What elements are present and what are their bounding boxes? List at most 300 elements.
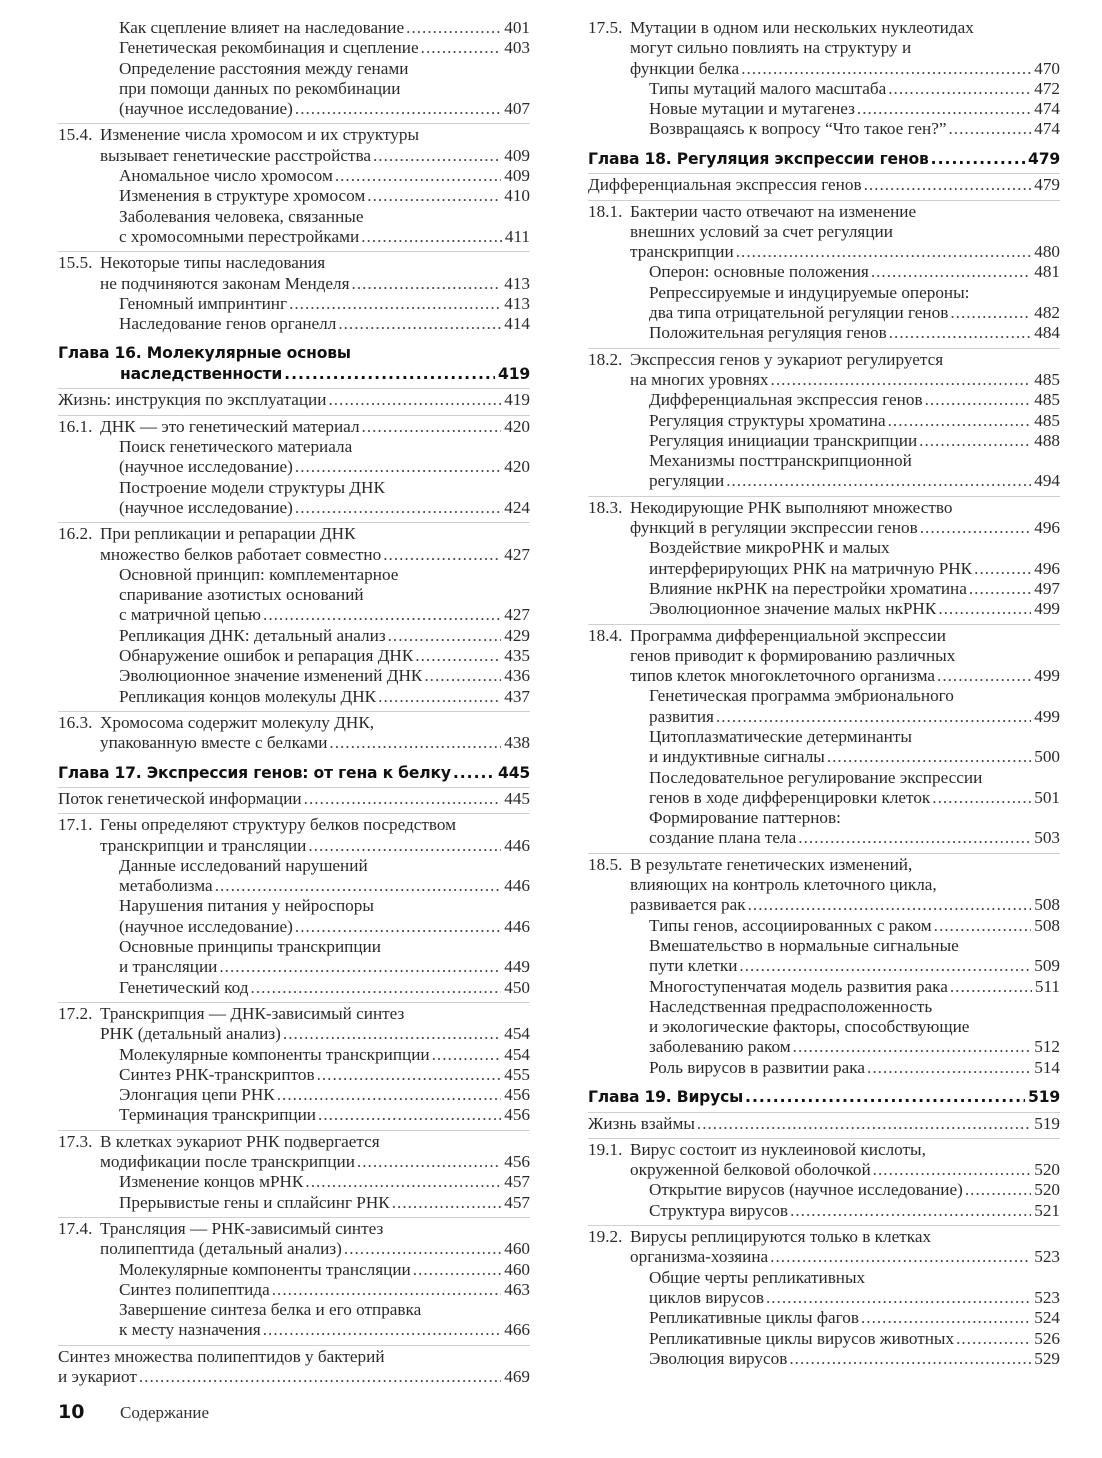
entry-text-line: ДНК — это генетический материал (100, 416, 360, 436)
toc-subsection-entry[interactable] (58, 1193, 530, 1213)
dot-leader (139, 1367, 501, 1387)
toc-subsection-entry[interactable] (58, 18, 530, 38)
page-ref[interactable]: 446 (504, 876, 530, 896)
toc-subsection-entry[interactable] (588, 538, 1060, 579)
page-ref[interactable]: 410 (504, 186, 530, 206)
toc-subsection-entry[interactable] (588, 99, 1060, 119)
entry-last-line (630, 242, 1060, 262)
entry-text-line: (научное исследование) (119, 99, 293, 119)
page-ref[interactable]: 419 (504, 390, 530, 410)
toc-subsection-entry[interactable] (588, 1308, 1060, 1328)
dot-leader (424, 666, 501, 686)
page-ref[interactable]: 519 (1028, 1088, 1060, 1107)
toc-subsection-entry[interactable] (58, 896, 530, 937)
page-ref[interactable]: 424 (504, 497, 530, 517)
toc-subsection-entry[interactable] (58, 937, 530, 978)
entry-text-line: с хромосомными перестройками (119, 226, 360, 246)
page-ref[interactable]: 427 (504, 544, 530, 564)
entry-text-line: Репрессируемые и индуцируемые опероны: (649, 282, 970, 302)
toc-section-entry[interactable] (588, 1138, 1060, 1181)
page-ref[interactable]: 446 (504, 835, 530, 855)
entry-text-line: пути клетки (649, 956, 738, 976)
entry-text-line: Определение расстояния между генами (119, 58, 409, 78)
dot-leader (790, 1201, 1031, 1221)
entry-text-line: (научное исследование) (119, 497, 293, 517)
page-ref[interactable]: 445 (504, 789, 530, 808)
page-ref[interactable]: 503 (1034, 828, 1060, 848)
page-ref[interactable]: 481 (1034, 262, 1060, 282)
entry-text-line: с матричной цепью (119, 605, 262, 625)
dot-leader (888, 411, 1032, 431)
entry-text-line: Генетическая рекомбинация и сцепление (119, 38, 419, 58)
page-ref[interactable]: 407 (504, 99, 530, 119)
entry-text-line: внешних условий за счет регуляции (630, 221, 893, 241)
entry-text-line: развивается рак (630, 895, 746, 915)
chapter-title-line: Глава 16. Молекулярные основы (58, 344, 351, 363)
toc-subsection-entry[interactable] (58, 1172, 530, 1192)
page-ref[interactable]: 526 (1034, 1328, 1060, 1348)
entry-last-line (119, 917, 530, 937)
page-ref[interactable]: 501 (1034, 787, 1060, 807)
entry-text-line: функций в регуляции экспрессии генов (630, 518, 918, 538)
page-ref[interactable]: 456 (504, 1085, 530, 1105)
entry-text-line: упакованную вместе с белками (100, 733, 328, 753)
toc-subsection-entry[interactable] (588, 1268, 1060, 1309)
page-ref[interactable]: 499 (1034, 666, 1060, 686)
dot-leader (864, 175, 1032, 195)
entry-text-line: Нарушения питания у нейроспоры (119, 896, 374, 916)
toc-subsection-entry[interactable] (58, 1065, 530, 1085)
entry-text-line: Типы генов, ассоциированных с раком (649, 915, 932, 935)
toc-subsection-entry[interactable] (58, 666, 530, 686)
toc-subsection-entry[interactable] (58, 1300, 530, 1341)
page-ref[interactable]: 413 (504, 293, 530, 313)
entry-text-line: Элонгация цепи РНК (119, 1085, 275, 1105)
toc-subsection-entry[interactable] (58, 1045, 530, 1065)
dot-leader (932, 788, 1031, 808)
section-title (100, 815, 530, 856)
chapter-heading[interactable] (58, 343, 530, 384)
entry-text-line: циклов вирусов (649, 1287, 764, 1307)
toc-section-entry[interactable] (58, 813, 530, 856)
entry-text-line: Цитоплазматические детерминанты (649, 727, 912, 746)
entry-text-line: Последовательное регулирование экспрессии (649, 767, 983, 787)
entry-text-line: Дифференциальная экспрессия генов (649, 390, 923, 410)
entry-text-line: Аномальное число хромосом (119, 166, 333, 186)
page-ref[interactable]: 499 (1034, 599, 1060, 619)
toc-subsection-entry[interactable] (58, 59, 530, 120)
toc-subsection-entry[interactable] (58, 978, 530, 998)
page-ref[interactable]: 511 (1034, 976, 1060, 996)
toc-section-entry[interactable] (58, 251, 530, 294)
toc-subsection-entry[interactable] (588, 1180, 1060, 1200)
toc-top-entry[interactable] (58, 388, 530, 410)
page-ref[interactable]: 474 (1034, 119, 1060, 139)
entry-text-line: (научное исследование) (119, 916, 293, 936)
entry-text-line: Мутации в одном или нескольких нуклеотидах (630, 18, 974, 37)
toc-right-column (588, 18, 1060, 1369)
page-ref[interactable]: 429 (504, 625, 530, 645)
page-ref[interactable]: 435 (504, 646, 530, 666)
toc-subsection-entry[interactable] (588, 997, 1060, 1058)
dot-leader (888, 79, 1031, 99)
page-ref[interactable]: 454 (504, 1044, 530, 1064)
entry-text-line: Геномный импринтинг (119, 293, 288, 313)
toc-subsection-entry[interactable] (588, 1201, 1060, 1221)
entry-text-line: Жизнь взаймы (588, 1113, 695, 1133)
entry-last-line (100, 836, 530, 856)
entry-text-line: Эволюционное значение изменений ДНК (119, 666, 423, 686)
section-title (100, 1132, 530, 1173)
dot-leader (974, 559, 1031, 579)
toc-section-entry[interactable] (58, 123, 530, 166)
entry-text-line: и эукариот (58, 1367, 137, 1387)
toc-subsection-entry[interactable] (58, 186, 530, 206)
page-ref[interactable]: 485 (1034, 410, 1060, 430)
toc-top-entry[interactable] (58, 1345, 530, 1388)
entry-text-line: создание плана тела (649, 828, 797, 848)
dot-leader (383, 545, 501, 565)
section-number: 15.4. (58, 125, 93, 145)
toc-section-entry[interactable] (588, 18, 1060, 79)
dot-leader (329, 733, 501, 753)
dot-leader (432, 1045, 502, 1065)
page-ref[interactable]: 485 (1034, 390, 1060, 410)
page-ref[interactable]: 411 (504, 226, 530, 246)
toc-subsection-entry[interactable] (588, 451, 1060, 492)
page-ref[interactable]: 479 (1028, 149, 1060, 168)
dot-leader (793, 1037, 1032, 1057)
entry-last-line (649, 262, 1060, 282)
page-ref[interactable]: 413 (504, 273, 530, 293)
page-ref[interactable]: 524 (1034, 1308, 1060, 1328)
toc-section-entry[interactable] (58, 522, 530, 565)
dot-leader (219, 957, 501, 977)
toc-subsection-entry[interactable] (58, 207, 530, 248)
dot-leader (344, 1239, 501, 1259)
entry-last-line (119, 166, 530, 186)
toc-section-entry[interactable] (58, 415, 530, 437)
entry-text-line: заболеванию раком (649, 1037, 791, 1057)
entry-text-line: Многоступенчатая модель развития рака (649, 976, 948, 996)
toc-subsection-entry[interactable] (588, 768, 1060, 809)
entry-text-line: Поиск генетического материала (119, 437, 353, 457)
page-ref[interactable]: 455 (504, 1064, 530, 1084)
section-number: 18.1. (588, 201, 623, 221)
toc-subsection-entry[interactable] (58, 856, 530, 897)
page-ref[interactable]: 419 (498, 364, 530, 383)
entry-text-line: Репликация концов молекулы ДНК (119, 686, 377, 706)
page-ref[interactable]: 500 (1034, 747, 1060, 767)
dot-leader (857, 99, 1031, 119)
toc-subsection-entry[interactable] (58, 294, 530, 314)
entry-text-line: Хромосома содержит молекулу ДНК, (100, 712, 375, 732)
entry-text-line: Синтез множества полипептидов у бактерий (58, 1346, 385, 1366)
entry-text-line: Как сцепление влияет на наследование (119, 18, 405, 37)
toc-subsection-entry[interactable] (588, 283, 1060, 324)
dot-leader (283, 1024, 501, 1044)
page-ref[interactable]: 466 (504, 1320, 530, 1340)
toc-subsection-entry[interactable] (588, 727, 1060, 768)
entry-text-line: Жизнь: инструкция по эксплуатации (58, 390, 327, 410)
dot-leader (284, 364, 495, 385)
toc-subsection-entry[interactable] (58, 565, 530, 626)
entry-text-line: Дифференциальная экспрессия генов (588, 175, 862, 195)
section-number: 16.2. (58, 524, 93, 544)
toc-subsection-entry[interactable] (58, 38, 530, 58)
dot-leader (413, 1260, 501, 1280)
toc-section-entry[interactable] (58, 1217, 530, 1260)
toc-top-entry[interactable] (588, 173, 1060, 195)
toc-subsection-entry[interactable] (588, 1329, 1060, 1349)
toc-subsection-entry[interactable] (58, 646, 530, 666)
dot-leader (406, 18, 501, 38)
page-ref[interactable]: 446 (504, 916, 530, 936)
page-ref[interactable]: 514 (1034, 1057, 1060, 1077)
toc-subsection-entry[interactable] (588, 579, 1060, 599)
dot-leader (373, 146, 501, 166)
entry-last-line (649, 916, 1060, 936)
toc-section-entry[interactable] (58, 1002, 530, 1045)
toc-subsection-entry[interactable] (588, 262, 1060, 282)
entry-last-line (119, 457, 530, 477)
entry-last-line (649, 1058, 1060, 1078)
toc-section-entry[interactable] (58, 711, 530, 754)
entry-last-line (58, 789, 530, 809)
dot-leader (931, 149, 1025, 170)
dot-leader (361, 227, 502, 247)
page-ref[interactable]: 457 (504, 1172, 530, 1192)
entry-text-line: транскрипции (630, 242, 734, 262)
toc-subsection-entry[interactable] (588, 936, 1060, 977)
toc-subsection-entry[interactable] (58, 1105, 530, 1125)
entry-text-line: метаболизма (119, 876, 213, 896)
page-ref[interactable]: 479 (1034, 175, 1060, 195)
page-ref[interactable]: 529 (1034, 1348, 1060, 1368)
dot-leader (770, 1247, 1031, 1267)
toc-subsection-entry[interactable] (588, 808, 1060, 849)
entry-last-line (649, 956, 1060, 976)
entry-last-line (649, 559, 1060, 579)
chapter-heading[interactable] (588, 149, 1060, 170)
chapter-last-line (58, 364, 530, 385)
toc-subsection-entry[interactable] (588, 431, 1060, 451)
chapter-title-line: Глава 17. Экспрессия генов: от гена к белку (58, 763, 451, 782)
toc-subsection-entry[interactable] (588, 916, 1060, 936)
section-title (100, 713, 530, 754)
section-number: 19.1. (588, 1139, 623, 1159)
toc-subsection-entry[interactable] (58, 1085, 530, 1105)
toc-subsection-entry[interactable] (588, 599, 1060, 619)
page-ref[interactable]: 456 (504, 1105, 530, 1125)
toc-subsection-entry[interactable] (588, 977, 1060, 997)
dot-leader (215, 876, 502, 896)
page-ref[interactable]: 438 (504, 733, 530, 753)
section-title (630, 1140, 1060, 1181)
dot-leader (453, 763, 495, 784)
entry-last-line (119, 1105, 530, 1125)
entry-last-line (649, 1288, 1060, 1308)
toc-subsection-entry[interactable] (58, 687, 530, 707)
entry-text-line: Бактерии часто отвечают на изменение (630, 201, 917, 221)
section-number: 17.5. (588, 18, 623, 37)
page-ref[interactable]: 472 (1034, 78, 1060, 98)
page-ref[interactable]: 403 (504, 38, 530, 58)
page-ref[interactable]: 509 (1034, 956, 1060, 976)
entry-text-line: Возвращаясь к вопросу “Что такое ген?” (649, 119, 947, 139)
entry-text-line: Основной принцип: комплементарное (119, 564, 399, 584)
page-ref[interactable]: 427 (504, 605, 530, 625)
section-title (630, 18, 1060, 79)
entry-text-line: Некодирующие РНК выполняют множество (630, 497, 953, 517)
page-ref[interactable]: 436 (504, 666, 530, 686)
page-ref[interactable]: 523 (1034, 1287, 1060, 1307)
page-ref[interactable]: 519 (1034, 1113, 1060, 1133)
page-ref[interactable]: 460 (504, 1239, 530, 1259)
entry-text-line: При репликации и репарации ДНК (100, 524, 356, 544)
toc-subsection-entry[interactable] (58, 626, 530, 646)
toc-subsection-entry[interactable] (588, 1349, 1060, 1369)
page-ref[interactable]: 484 (1034, 323, 1060, 343)
toc-top-entry[interactable] (58, 787, 530, 809)
page-ref[interactable]: 409 (504, 166, 530, 186)
section-title (100, 524, 530, 565)
page-ref[interactable]: 520 (1034, 1180, 1060, 1200)
page-ref[interactable]: 496 (1034, 518, 1060, 538)
page-ref[interactable]: 469 (504, 1367, 530, 1387)
chapter-last-line (588, 1087, 1060, 1108)
dot-leader (295, 99, 501, 119)
dot-leader (263, 605, 501, 625)
toc-subsection-entry[interactable] (58, 314, 530, 334)
page-ref[interactable]: 456 (504, 1152, 530, 1172)
entry-text-line: Транскрипция — ДНК-зависимый синтез (100, 1003, 405, 1023)
toc-subsection-entry[interactable] (588, 119, 1060, 139)
dot-leader (937, 666, 1031, 686)
toc-section-entry[interactable] (58, 1130, 530, 1173)
page-ref[interactable]: 496 (1034, 558, 1060, 578)
entry-last-line (630, 1247, 1060, 1267)
entry-last-line (119, 1260, 530, 1280)
toc-subsection-entry[interactable] (588, 79, 1060, 99)
page-ref[interactable]: 494 (1034, 471, 1060, 491)
entry-last-line (119, 498, 530, 518)
toc-section-entry[interactable] (588, 853, 1060, 916)
toc-subsection-entry[interactable] (58, 166, 530, 186)
page-ref[interactable]: 512 (1034, 1037, 1060, 1057)
chapter-heading[interactable] (58, 763, 530, 784)
page-ref[interactable]: 470 (1034, 58, 1060, 78)
toc-subsection-entry[interactable] (58, 437, 530, 478)
page-ref[interactable]: 445 (498, 763, 530, 782)
chapter-title-line: Глава 18. Регуляция экспрессии генов (588, 149, 929, 168)
page-ref[interactable]: 523 (1034, 1247, 1060, 1267)
page-ref[interactable]: 414 (504, 314, 530, 334)
entry-last-line (649, 977, 1060, 997)
toc-section-entry[interactable] (588, 624, 1060, 687)
entry-text-line: Генетический код (119, 977, 249, 997)
page-ref[interactable]: 508 (1034, 895, 1060, 915)
toc-subsection-entry[interactable] (58, 478, 530, 519)
chapter-heading[interactable] (588, 1087, 1060, 1108)
section-title (630, 350, 1060, 391)
page-ref[interactable]: 488 (1034, 430, 1060, 450)
page-ref[interactable]: 450 (504, 977, 530, 997)
toc-subsection-entry[interactable] (58, 1260, 530, 1280)
page-ref[interactable]: 460 (504, 1259, 530, 1279)
dot-leader (367, 186, 501, 206)
entry-last-line (58, 390, 530, 410)
dot-leader (867, 1058, 1031, 1078)
page-ref[interactable]: 474 (1034, 99, 1060, 119)
entry-text-line: В клетках эукариот РНК подвергается (100, 1131, 380, 1151)
toc-subsection-entry[interactable] (58, 1280, 530, 1300)
toc-section-entry[interactable] (588, 496, 1060, 539)
page-ref[interactable]: 409 (504, 145, 530, 165)
page-ref[interactable]: 420 (504, 457, 530, 477)
page-ref[interactable]: 482 (1034, 303, 1060, 323)
entry-text-line: Данные исследований нарушений (119, 855, 368, 875)
dot-leader (388, 626, 502, 646)
toc-subsection-entry[interactable] (588, 686, 1060, 727)
entry-last-line (119, 1085, 530, 1105)
entry-last-line (630, 666, 1060, 686)
entry-text-line: Некоторые типы наследования (100, 253, 326, 273)
toc-subsection-entry[interactable] (588, 1058, 1060, 1078)
entry-text-line: Построение модели структуры ДНК (119, 477, 385, 497)
entry-text-line: Репликативные циклы фагов (649, 1308, 859, 1328)
section-title (100, 253, 530, 294)
page-ref[interactable]: 497 (1034, 578, 1060, 598)
page-ref[interactable]: 420 (504, 416, 530, 436)
entry-text-line: типов клеток многоклеточного организма (630, 666, 936, 686)
entry-last-line (649, 119, 1060, 139)
entry-last-line (119, 1065, 530, 1085)
toc-top-entry[interactable] (588, 1112, 1060, 1134)
page-ref[interactable]: 508 (1034, 915, 1060, 935)
entry-text-line: Поток генетической информации (58, 789, 302, 808)
toc-section-entry[interactable] (588, 348, 1060, 391)
dot-leader (938, 599, 1031, 619)
toc-subsection-entry[interactable] (588, 411, 1060, 431)
entry-last-line (119, 666, 530, 686)
chapter-title-line: наследственности (120, 364, 283, 383)
dot-leader (421, 38, 502, 58)
page-ref[interactable]: 521 (1034, 1200, 1060, 1220)
toc-section-entry[interactable] (588, 200, 1060, 263)
entry-text-line: Механизмы посттранскрипционной (649, 451, 912, 471)
entry-last-line (58, 1367, 530, 1387)
page-ref[interactable]: 449 (504, 957, 530, 977)
page-ref[interactable]: 401 (504, 18, 530, 37)
page-ref[interactable]: 520 (1034, 1160, 1060, 1180)
page-ref[interactable]: 480 (1034, 242, 1060, 262)
dot-leader (277, 1085, 501, 1105)
toc-section-entry[interactable] (588, 1225, 1060, 1268)
page-ref[interactable]: 463 (504, 1279, 530, 1299)
toc-subsection-entry[interactable] (588, 390, 1060, 410)
entry-text-line: Изменение числа хромосом и их структуры (100, 125, 420, 145)
toc-subsection-entry[interactable] (588, 323, 1060, 343)
section-number: 17.3. (58, 1131, 93, 1151)
dot-leader (318, 1105, 501, 1125)
page-ref[interactable]: 454 (504, 1024, 530, 1044)
page-ref[interactable]: 437 (504, 686, 530, 706)
page-ref[interactable]: 457 (504, 1192, 530, 1212)
dot-leader (250, 978, 501, 998)
page-ref[interactable]: 485 (1034, 369, 1060, 389)
page-ref[interactable]: 499 (1034, 706, 1060, 726)
